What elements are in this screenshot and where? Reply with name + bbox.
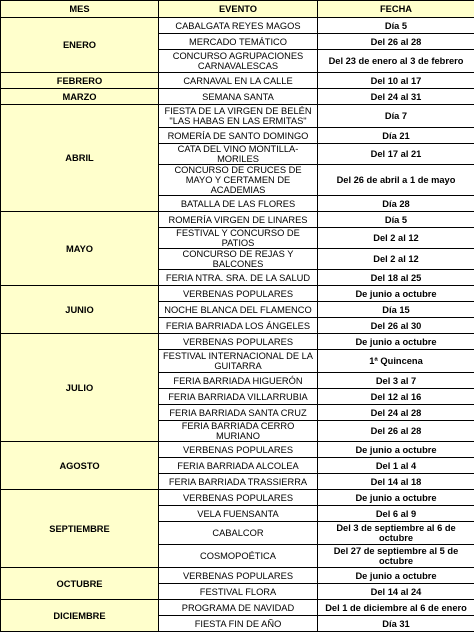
event-cell: MERCADO TEMÁTICO bbox=[159, 34, 318, 50]
date-cell: Del 17 al 21 bbox=[318, 144, 474, 165]
month-cell: DICIEMBRE bbox=[1, 600, 159, 632]
month-cell: MAYO bbox=[1, 212, 159, 286]
month-cell: JUNIO bbox=[1, 286, 159, 334]
date-cell: Del 24 al 28 bbox=[318, 405, 474, 421]
date-cell: 1ª Quincena bbox=[318, 350, 474, 373]
date-cell: Del 1 de diciembre al 6 de enero bbox=[318, 600, 474, 616]
date-cell: Del 14 al 18 bbox=[318, 474, 474, 490]
header-fecha: FECHA bbox=[318, 1, 474, 18]
event-cell: VERBENAS POPULARES bbox=[159, 286, 318, 302]
date-cell: Del 14 al 24 bbox=[318, 584, 474, 600]
table-row bbox=[1, 600, 474, 616]
event-cell: FERIA BARRIADA ALCOLEA bbox=[159, 458, 318, 474]
month-cell: MARZO bbox=[1, 89, 159, 105]
event-cell: VERBENAS POPULARES bbox=[159, 568, 318, 584]
date-cell: Del 3 de septiembre al 6 de octubre bbox=[318, 522, 474, 545]
date-cell: Día 7 bbox=[318, 105, 474, 128]
date-cell: Del 26 de abril a 1 de mayo bbox=[318, 165, 474, 196]
table-row bbox=[1, 286, 474, 302]
event-cell: FESTIVAL FLORA bbox=[159, 584, 318, 600]
event-cell: FERIA BARRIADA HIGUERÓN bbox=[159, 373, 318, 389]
date-cell: De junio a octubre bbox=[318, 286, 474, 302]
date-cell: Día 5 bbox=[318, 212, 474, 228]
event-cell: FERIA BARRIADA LOS ÁNGELES bbox=[159, 318, 318, 334]
event-cell: FESTIVAL INTERNACIONAL DE LA GUITARRA bbox=[159, 350, 318, 373]
event-cell: FERIA BARRIADA VILLARRUBIA bbox=[159, 389, 318, 405]
event-cell: FERIA BARRIADA SANTA CRUZ bbox=[159, 405, 318, 421]
table-row bbox=[1, 89, 474, 105]
event-cell: SEMANA SANTA bbox=[159, 89, 318, 105]
event-cell: COSMOPOÉTICA bbox=[159, 545, 318, 568]
date-cell: Del 24 al 31 bbox=[318, 89, 474, 105]
table-row bbox=[1, 334, 474, 350]
date-cell: Del 26 al 28 bbox=[318, 421, 474, 442]
date-cell: Del 10 al 17 bbox=[318, 73, 474, 89]
event-cell: CABALCOR bbox=[159, 522, 318, 545]
date-cell: De junio a octubre bbox=[318, 442, 474, 458]
event-cell: FERIA BARRIADA CERRO MURIANO bbox=[159, 421, 318, 442]
table-row bbox=[1, 490, 474, 506]
table-row bbox=[1, 18, 474, 34]
date-cell: Del 2 al 12 bbox=[318, 249, 474, 270]
month-cell: ENERO bbox=[1, 18, 159, 73]
event-cell: FERIA BARRIADA TRASSIERRA bbox=[159, 474, 318, 490]
date-cell: De junio a octubre bbox=[318, 334, 474, 350]
month-cell: SEPTIEMBRE bbox=[1, 490, 159, 568]
date-cell: Del 12 al 16 bbox=[318, 389, 474, 405]
table-row bbox=[1, 442, 474, 458]
date-cell: Día 5 bbox=[318, 18, 474, 34]
date-cell: Del 27 de septiembre al 5 de octubre bbox=[318, 545, 474, 568]
date-cell: De junio a octubre bbox=[318, 568, 474, 584]
date-cell: Día 15 bbox=[318, 302, 474, 318]
header-row bbox=[1, 1, 474, 18]
events-body bbox=[1, 18, 474, 632]
event-cell: CONCURSO DE CRUCES DE MAYO Y CERTAMEN DE ACADEMIAS bbox=[159, 165, 318, 196]
event-cell: CONCURSO DE REJAS Y BALCONES bbox=[159, 249, 318, 270]
month-cell: JULIO bbox=[1, 334, 159, 442]
event-cell: NOCHE BLANCA DEL FLAMENCO bbox=[159, 302, 318, 318]
event-cell: VERBENAS POPULARES bbox=[159, 490, 318, 506]
table-row bbox=[1, 212, 474, 228]
event-cell: VERBENAS POPULARES bbox=[159, 334, 318, 350]
event-cell: FIESTA DE LA VIRGEN DE BELÉN "LAS HABAS EN LAS ERMITAS" bbox=[159, 105, 318, 128]
date-cell: Del 6 al 9 bbox=[318, 506, 474, 522]
event-cell: FIESTA FIN DE AÑO bbox=[159, 616, 318, 632]
month-cell: FEBRERO bbox=[1, 73, 159, 89]
date-cell: Del 26 al 30 bbox=[318, 318, 474, 334]
date-cell: Del 18 al 25 bbox=[318, 270, 474, 286]
table-row bbox=[1, 105, 474, 128]
event-cell: VELA FUENSANTA bbox=[159, 506, 318, 522]
header-mes: MES bbox=[1, 1, 159, 18]
date-cell: Del 3 al 7 bbox=[318, 373, 474, 389]
table-row bbox=[1, 73, 474, 89]
event-cell: CARNAVAL EN LA CALLE bbox=[159, 73, 318, 89]
month-cell: OCTUBRE bbox=[1, 568, 159, 600]
month-cell: AGOSTO bbox=[1, 442, 159, 490]
date-cell: Del 1 al 4 bbox=[318, 458, 474, 474]
event-cell: VERBENAS POPULARES bbox=[159, 442, 318, 458]
event-cell: ROMERÍA VIRGEN DE LINARES bbox=[159, 212, 318, 228]
date-cell: Día 21 bbox=[318, 128, 474, 144]
event-cell: CABALGATA REYES MAGOS bbox=[159, 18, 318, 34]
date-cell: Día 31 bbox=[318, 616, 474, 632]
event-cell: PROGRAMA DE NAVIDAD bbox=[159, 600, 318, 616]
month-cell: ABRIL bbox=[1, 105, 159, 212]
table-row bbox=[1, 568, 474, 584]
date-cell: Del 2 al 12 bbox=[318, 228, 474, 249]
date-cell: Del 23 de enero al 3 de febrero bbox=[318, 50, 474, 73]
event-cell: BATALLA DE LAS FLORES bbox=[159, 196, 318, 212]
date-cell: Día 28 bbox=[318, 196, 474, 212]
event-cell: FERIA NTRA. SRA. DE LA SALUD bbox=[159, 270, 318, 286]
event-cell: ROMERÍA DE SANTO DOMINGO bbox=[159, 128, 318, 144]
date-cell: Del 26 al 28 bbox=[318, 34, 474, 50]
event-cell: CONCURSO AGRUPACIONES CARNAVALESCAS bbox=[159, 50, 318, 73]
date-cell: De junio a octubre bbox=[318, 490, 474, 506]
header-evento: EVENTO bbox=[159, 1, 318, 18]
event-cell: CATA DEL VINO MONTILLA-MORILES bbox=[159, 144, 318, 165]
event-cell: FESTIVAL Y CONCURSO DE PATIOS bbox=[159, 228, 318, 249]
